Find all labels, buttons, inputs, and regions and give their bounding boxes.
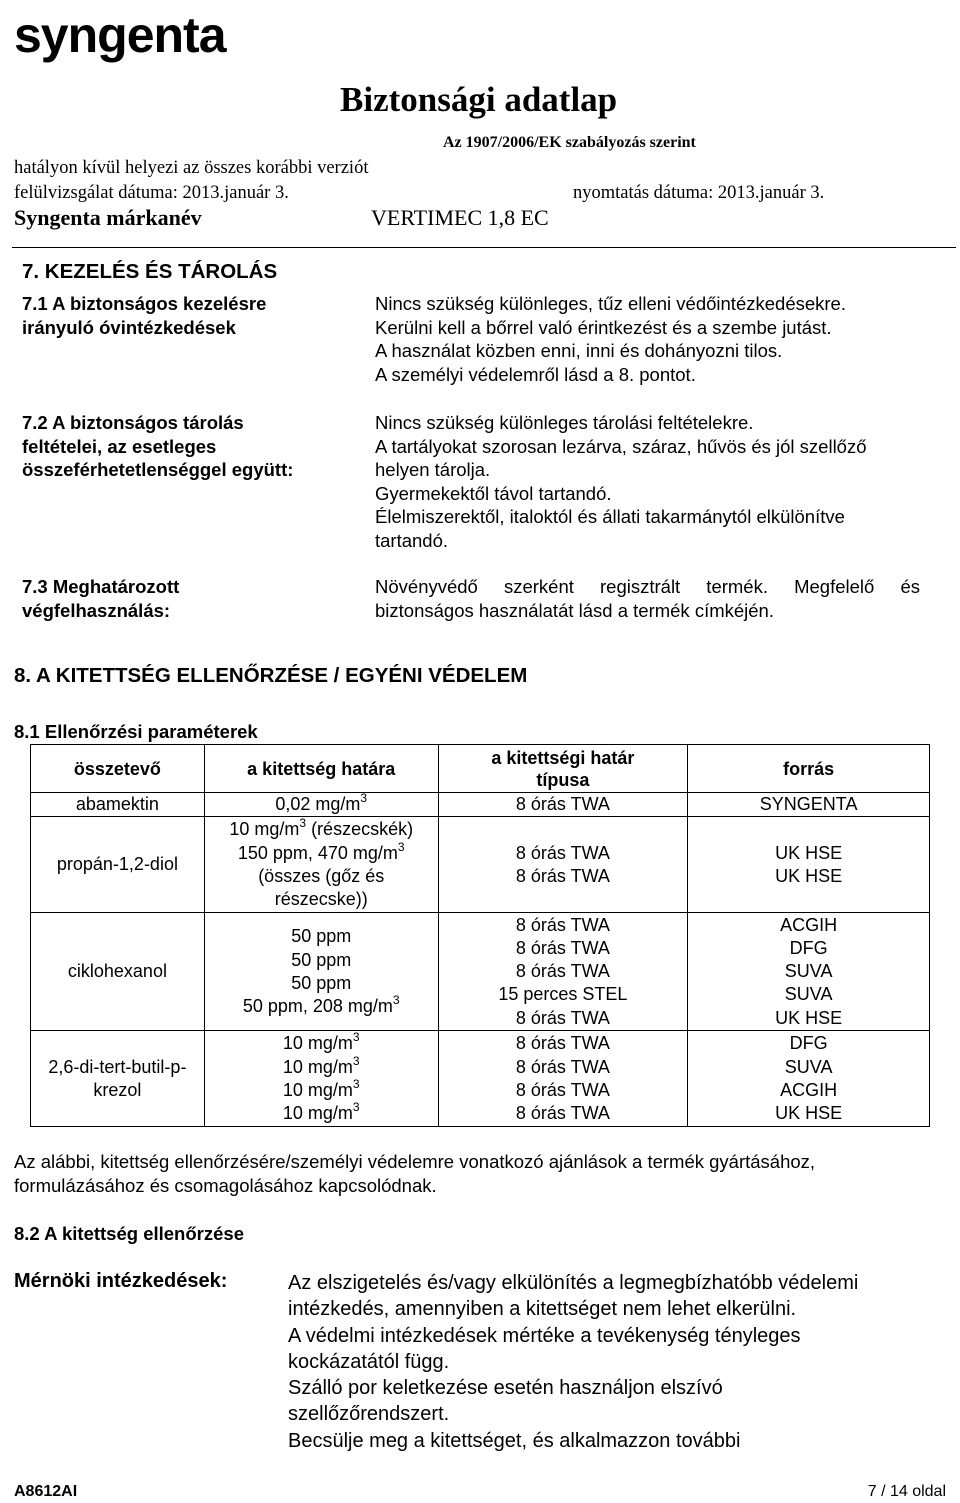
text-line: tartandó. [375, 529, 449, 551]
document-code: A8612AI [14, 1483, 78, 1500]
limit-type: 8 órás TWA [438, 793, 688, 817]
limit-type: 8 órás TWA 8 órás TWA 8 órás TWA 8 órás TWA [438, 1031, 688, 1127]
text-line: Nincs szükség különleges, tűz elleni védőintézkedésekre. [375, 293, 846, 314]
section-8-1-heading: 8.1 Ellenőrzési paraméterek [14, 721, 258, 742]
text-line: Nincs szükség különleges tárolási feltételekre. [375, 412, 754, 433]
section-7-2-label: 7.2 A biztonságos tárolás feltételei, az esetleges összeférhetetlenséggel együtt: [22, 412, 294, 480]
limit-value: 10 $mg/m^3$ (részecskék) 150 ppm, 470 $mg/m^3$ (összes (gőz és részecske)) [204, 817, 438, 913]
text-line: Élelmiszerektől, italoktól és állati takarmánytól elkülönítve [375, 506, 845, 527]
section-7-heading: 7. KEZELÉS ÉS TÁROLÁS [22, 260, 278, 283]
text-line: Az elszigetelés és/vagy elkülönítés a legmegbízhatóbb védelemi [288, 1272, 859, 1294]
text-line: biztonságos használatát lásd a termék címkéjén. [375, 599, 774, 621]
revision-date: felülvizsgálat dátuma: 2013.január 3. [14, 183, 289, 203]
component-name: propán-1,2-diol [31, 817, 205, 913]
component-name: 2,6-di-tert-butil-p- krezol [31, 1031, 205, 1127]
column-header: forrás [688, 745, 930, 793]
text-line: A személyi védelemről lásd a 8. pontot. [375, 363, 696, 385]
text-line: szellőzőrendszert. [288, 1403, 450, 1426]
section-7-2-text [375, 411, 920, 552]
section-7-3-text [375, 575, 920, 622]
engineering-text [288, 1270, 938, 1454]
section-7-1-label: 7.1 A biztonságos kezelésre irányuló óvintézkedések [22, 293, 267, 338]
brand-label: Syngenta márkanév [14, 205, 202, 230]
section-8-2-heading: 8.2 A kitettség ellenőrzése [14, 1223, 244, 1244]
component-name: ciklohexanol [31, 913, 205, 1031]
table-row [31, 817, 930, 913]
source: UK HSE UK HSE [688, 817, 930, 913]
source: DFG SUVA ACGIH UK HSE [688, 1031, 930, 1127]
table-row [31, 913, 930, 1031]
section-7-1-text [375, 292, 920, 386]
text-line: A használat közben enni, inni és dohányozni tilos. [375, 340, 783, 361]
note-line: formulázásához és csomagolásához kapcsolódnak. [14, 1175, 437, 1196]
component-name: abamektin [31, 793, 205, 817]
table-header-row [31, 745, 930, 793]
source: SYNGENTA [688, 793, 930, 817]
supersedes-line: hatályon kívül helyezi az összes korábbi verziót [14, 158, 369, 178]
header-divider [12, 247, 956, 248]
limit-type: 8 órás TWA 8 órás TWA [438, 817, 688, 913]
limit-value: 0,02 $mg/m^3$ [204, 793, 438, 817]
engineering-label: Mérnöki intézkedések: [14, 1270, 228, 1292]
regulation-line: Az 1907/2006/EK szabályozás szerint [443, 134, 696, 151]
text-line: A védelmi intézkedések mértéke a tevékenység tényleges [288, 1324, 801, 1347]
text-line: helyen tárolja. [375, 459, 491, 480]
text-line: A tartályokat szorosan lezárva, száraz, hűvös és jól szellőző [375, 435, 867, 457]
source: ACGIH DFG SUVA SUVA UK HSE [688, 913, 930, 1031]
limit-value: 10 $mg/m^3$ 10 $mg/m^3$ 10 $mg/m^3$ 10 $mg/m^3$ [204, 1031, 438, 1127]
limit-type: 8 órás TWA 8 órás TWA 8 órás TWA 15 perces STEL 8 órás TWA [438, 913, 688, 1031]
section-7-3-label: 7.3 Meghatározott végfelhasználás: [22, 576, 180, 621]
text-line: intézkedés, amennyiben a kitettséget nem lehet elkerülni. [288, 1298, 797, 1321]
print-date: nyomtatás dátuma: 2013.január 3. [573, 183, 825, 203]
syngenta-logo: syngenta [14, 7, 226, 63]
column-header: a kitettségi határ típusa [438, 745, 688, 793]
table-row [31, 793, 930, 817]
text-line: Kerülni kell a bőrrel való érintkezést és a szembe jutást. [375, 316, 832, 338]
column-header: összetevő [31, 745, 205, 793]
column-header: a kitettség határa [204, 745, 438, 793]
text-line: kockázatától függ. [288, 1350, 450, 1373]
page-number: 7 / 14 oldal [867, 1483, 946, 1500]
limit-value: 50 ppm 50 ppm 50 ppm 50 ppm, 208 $mg/m^3$ [204, 913, 438, 1031]
text-line: Szálló por keletkezése esetén használjon elszívó [288, 1377, 723, 1400]
table-row [31, 1031, 930, 1127]
exposure-limits-table [30, 744, 930, 1127]
text-line: Gyermekektől távol tartandó. [375, 482, 612, 504]
text-line: Növényvédő szerként regisztrált termék. Megfelelő és [375, 576, 920, 597]
product-name: VERTIMEC 1,8 EC [371, 205, 549, 230]
section-8-heading: 8. A KITETTSÉG ELLENŐRZÉSE / EGYÉNI VÉDELEM [14, 664, 528, 687]
document-title: Biztonsági adatlap [340, 80, 618, 119]
note-line: Az alábbi, kitettség ellenőrzésére/személyi védelemre vonatkozó ajánlások a termék gyártásához, [14, 1151, 816, 1172]
text-line: Becsülje meg a kitettséget, és alkalmazzon további [288, 1429, 741, 1452]
